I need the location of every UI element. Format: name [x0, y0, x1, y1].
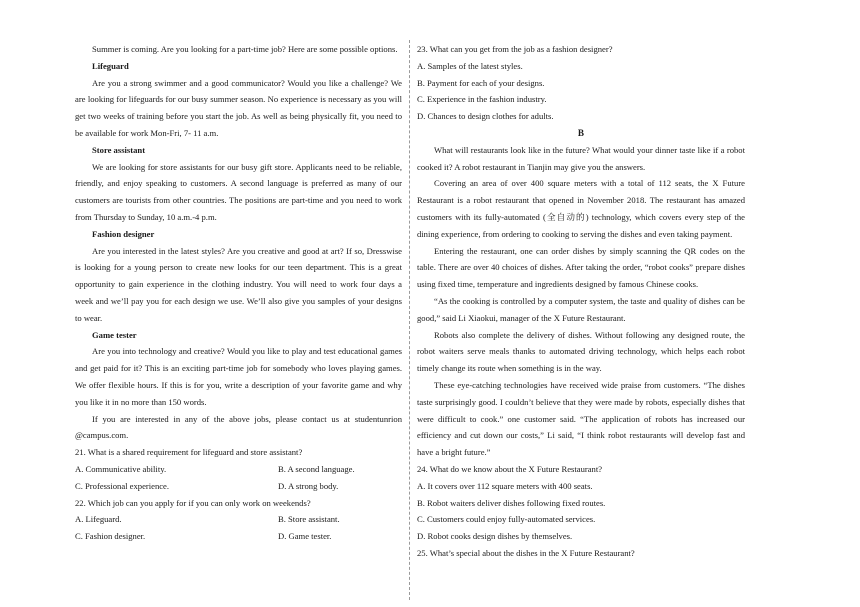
passage-paragraph: These eye-catching technologies have received wide praise from customers. “The dishes taste surprisingly good. I couldn’t believe that they were made by robots, especially dishes that were difficult to cook.” one customer said. “The application of robots has increased our efficiency and cut down our costs,” Li said, “I think robot restaurants will develop fast and have a bright future.” [417, 379, 745, 458]
question-22-options-row2 [75, 528, 402, 545]
question-23-option-d: D. Chances to design clothes for adults. [417, 111, 554, 122]
question-22-stem: 22. Which job can you apply for if you can only work on weekends? [75, 497, 311, 508]
question-23-option-a: A. Samples of the latest styles. [417, 60, 523, 71]
passage-paragraph: Robots also complete the delivery of dishes. Without following any designed route, the robot waiters serve meals thanks to automated driving technology, which helps each robot timely change its route when something is in the way. [417, 329, 745, 374]
question-22-options-row1 [75, 511, 402, 528]
contact-paragraph: If you are interested in any of the above jobs, please contact us at studentunrion @campus.com. [75, 413, 402, 441]
question-24-stem: 24. What do we know about the X Future Restaurant? [417, 463, 603, 474]
question-24-option-a: A. It covers over 112 square meters with 400 seats. [417, 480, 593, 491]
store-assistant-heading: Store assistant [92, 144, 146, 155]
question-24-option-c: C. Customers could enjoy fully-automated services. [417, 514, 596, 525]
question-21-option-b: B. A second language. [278, 463, 355, 474]
left-column [75, 41, 402, 545]
lifeguard-heading: Lifeguard [92, 60, 129, 71]
game-tester-heading: Game tester [92, 329, 137, 340]
question-24-option-d: D. Robot cooks design dishes by themselves. [417, 531, 573, 542]
question-23-option-c: C. Experience in the fashion industry. [417, 94, 547, 105]
passage-paragraph: Entering the restaurant, one can order dishes by simply scanning the QR codes on the table. There are over 40 choices of dishes. After taking the order, “robot cooks” prepare dishes using fixed time, temperature and ingredients designed by famous Chinese cooks. [417, 245, 745, 290]
question-22-option-a: A. Lifeguard. [75, 514, 122, 525]
section-b-heading: B [577, 127, 585, 138]
question-21-option-a: A. Communicative ability. [75, 463, 167, 474]
lifeguard-body: Are you a strong swimmer and a good communicator? Would you like a challenge? We are looking for lifeguards for our busy summer season. No experience is necessary as you will get two weeks of training before you start the job. As well as being physically fit, you need to be available for work Mon-Fri, 7- 11 a.m. [75, 77, 402, 138]
question-22-option-b: B. Store assistant. [278, 514, 340, 525]
passage-paragraph: “As the cooking is controlled by a computer system, the taste and quality of dishes can be good,” said Li Xiaokui, manager of the X Future Restaurant. [417, 295, 745, 323]
column-divider [409, 40, 410, 600]
question-25-stem: 25. What’s special about the dishes in the X Future Restaurant? [417, 547, 635, 558]
question-21-stem: 21. What is a shared requirement for lifeguard and store assistant? [75, 447, 303, 458]
question-21-option-c: C. Professional experience. [75, 480, 170, 491]
question-24-option-b: B. Robot waiters deliver dishes following fixed routes. [417, 497, 606, 508]
question-21-option-d: D. A strong body. [278, 480, 339, 491]
intro-paragraph: Summer is coming. Are you looking for a part-time job? Here are some possible options. [92, 44, 398, 54]
fashion-designer-body: Are you interested in the latest styles? Are you creative and good at art? If so, Dresswise is looking for a young person to create new looks for our teen department. This is a great opportunity to gain experience in the clothing industry. You will need to work four days a week and we’ll pay you for each design we use. We’ll also give you samples of your designs to wear. [75, 245, 402, 323]
store-assistant-body: We are looking for store assistants for our busy gift store. Applicants need to be reliable, friendly, and enjoy speaking to customers. A second language is preferred as many of our customers are tourists from other countries. The positions are part-time and you need to work from Thursday to Sunday, 10 a.m.-4 p.m. [75, 161, 402, 222]
question-23-stem: 23. What can you get from the job as a fashion designer? [417, 44, 613, 54]
question-21-options-row2 [75, 478, 402, 495]
question-23-option-b: B. Payment for each of your designs. [417, 77, 545, 88]
passage-paragraph: Covering an area of over 400 square meters with a total of 112 seats, the X Future Restaurant is a robot restaurant that opened in November 2018. The restaurant has amazed customers with its fully-automated (全自动的) technology, which covers every step of the dining experience, from ordering to cooking to serving the dishes and even taking payment. [417, 178, 745, 239]
question-22-option-c: C. Fashion designer. [75, 531, 146, 542]
passage-paragraph: What will restaurants look like in the future? What would your dinner taste like if a robot cooked it? A robot restaurant in Tianjin may give you the answers. [417, 144, 745, 172]
question-22-option-d: D. Game tester. [278, 531, 332, 542]
question-21-options-row1 [75, 461, 402, 478]
game-tester-body: Are you into technology and creative? Would you like to play and test educational games and get paid for it? This is an exciting part-time job for somebody who loves playing games. We offer flexible hours. If this is for you, write a description of your favorite game and why you like it in no more than 150 words. [75, 346, 402, 407]
fashion-designer-heading: Fashion designer [92, 228, 155, 239]
right-column [417, 41, 745, 562]
